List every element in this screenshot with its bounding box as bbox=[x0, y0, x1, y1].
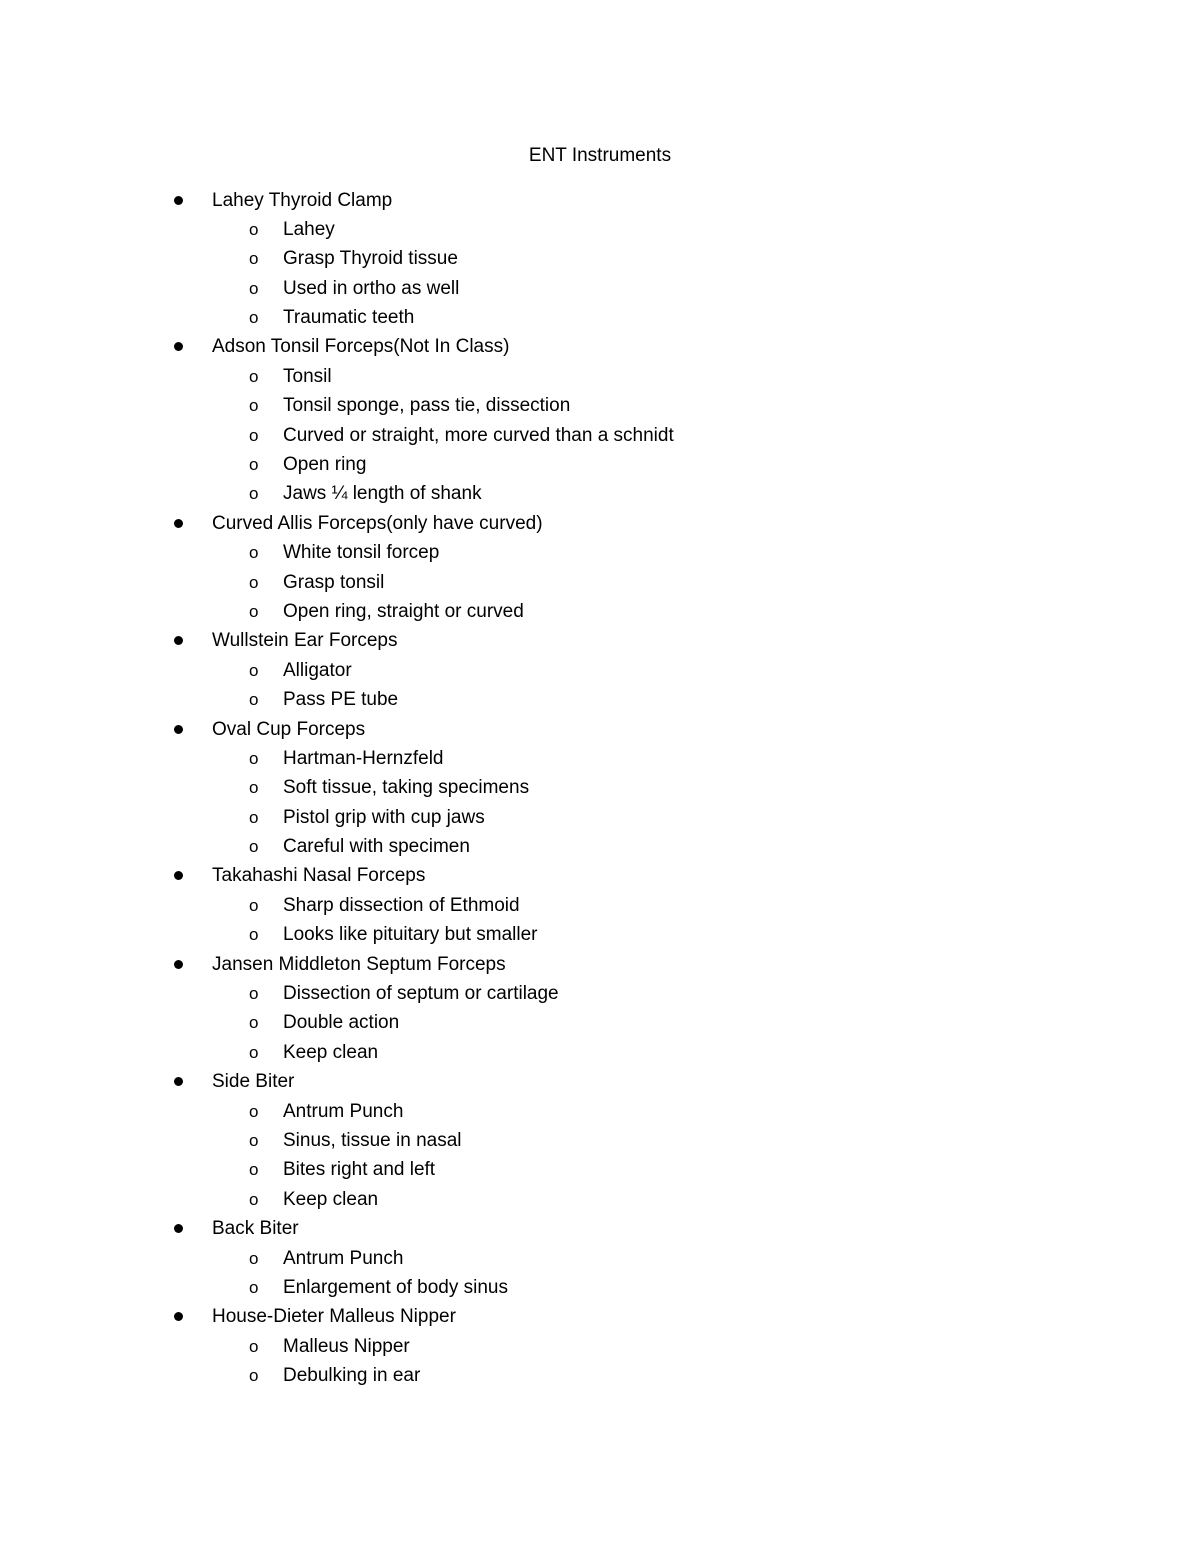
sub-bullet-icon: o bbox=[249, 660, 259, 680]
instrument-item bbox=[0, 861, 1200, 890]
sub-bullet-icon: o bbox=[249, 249, 259, 269]
instrument-item bbox=[0, 715, 1200, 744]
instrument-item bbox=[0, 1214, 1200, 1243]
instrument-detail bbox=[0, 1361, 1200, 1390]
document-title: ENT Instruments bbox=[528, 145, 672, 166]
instrument-detail bbox=[0, 685, 1200, 714]
sub-bullet-icon: o bbox=[249, 1189, 259, 1209]
detail-text: Debulking in ear bbox=[283, 1365, 421, 1387]
instrument-detail bbox=[0, 656, 1200, 685]
bullet-icon bbox=[174, 342, 183, 351]
instrument-list bbox=[0, 186, 1200, 1391]
detail-text: Curved or straight, more curved than a schnidt bbox=[283, 424, 674, 446]
instrument-name: Wullstein Ear Forceps bbox=[212, 630, 398, 652]
detail-text: Alligator bbox=[283, 659, 352, 681]
instrument-name: Back Biter bbox=[212, 1218, 299, 1240]
detail-text: Used in ortho as well bbox=[283, 277, 460, 299]
detail-text: Antrum Punch bbox=[283, 1100, 404, 1122]
instrument-item bbox=[0, 1302, 1200, 1331]
sub-bullet-icon: o bbox=[249, 1042, 259, 1062]
instrument-name: Curved Allis Forceps(only have curved) bbox=[212, 512, 543, 534]
sub-bullet-icon: o bbox=[249, 1131, 259, 1150]
detail-text: Open ring bbox=[283, 454, 367, 476]
instrument-detail bbox=[0, 1038, 1200, 1067]
sub-bullet-icon: o bbox=[249, 484, 259, 504]
sub-bullet-icon: o bbox=[249, 837, 259, 857]
instrument-detail bbox=[0, 391, 1200, 420]
sub-bullet-icon: o bbox=[249, 1336, 259, 1356]
detail-text: Tonsil sponge, pass tie, dissection bbox=[283, 395, 571, 417]
instrument-detail bbox=[0, 1244, 1200, 1273]
instrument-item bbox=[0, 186, 1200, 215]
detail-text: White tonsil forcep bbox=[283, 542, 440, 564]
detail-text: Looks like pituitary but smaller bbox=[283, 924, 538, 946]
instrument-detail bbox=[0, 303, 1200, 332]
detail-text: Soft tissue, taking specimens bbox=[283, 777, 530, 799]
instrument-name: House-Dieter Malleus Nipper bbox=[212, 1306, 456, 1328]
bullet-icon bbox=[174, 1077, 183, 1086]
sub-bullet-icon: o bbox=[249, 219, 259, 239]
instrument-name: Takahashi Nasal Forceps bbox=[212, 865, 426, 887]
sub-bullet-icon: o bbox=[249, 572, 259, 592]
sub-bullet-icon: o bbox=[249, 1277, 259, 1297]
instrument-detail bbox=[0, 362, 1200, 391]
bullet-icon bbox=[174, 871, 183, 880]
sub-bullet-icon: o bbox=[249, 308, 259, 328]
sub-bullet-icon: o bbox=[249, 925, 259, 945]
instrument-name: Adson Tonsil Forceps(Not In Class) bbox=[212, 336, 510, 358]
sub-bullet-icon: o bbox=[249, 543, 259, 563]
sub-bullet-icon: o bbox=[249, 690, 259, 710]
instrument-detail bbox=[0, 1273, 1200, 1302]
instrument-detail bbox=[0, 1332, 1200, 1361]
detail-text: Pistol grip with cup jaws bbox=[283, 806, 485, 828]
sub-bullet-icon: o bbox=[249, 1013, 259, 1033]
instrument-detail bbox=[0, 1155, 1200, 1184]
detail-text: Jaws ¼ length of shank bbox=[283, 483, 482, 505]
detail-text: Enlargement of body sinus bbox=[283, 1276, 508, 1298]
sub-bullet-icon: o bbox=[249, 455, 259, 475]
detail-text: Keep clean bbox=[283, 1041, 379, 1063]
sub-bullet-icon: o bbox=[249, 984, 259, 1004]
instrument-detail bbox=[0, 274, 1200, 303]
detail-text: Malleus Nipper bbox=[283, 1335, 410, 1357]
instrument-detail bbox=[0, 891, 1200, 920]
instrument-name: Oval Cup Forceps bbox=[212, 718, 366, 740]
instrument-detail bbox=[0, 1126, 1200, 1155]
sub-bullet-icon: o bbox=[249, 1101, 259, 1121]
instrument-name: Side Biter bbox=[212, 1071, 295, 1093]
detail-text: Double action bbox=[283, 1012, 400, 1034]
instrument-detail bbox=[0, 773, 1200, 802]
detail-text: Bites right and left bbox=[283, 1159, 436, 1181]
detail-text: Lahey bbox=[283, 218, 335, 240]
bullet-icon bbox=[174, 725, 183, 734]
instrument-detail bbox=[0, 1097, 1200, 1126]
detail-text: Careful with specimen bbox=[283, 836, 470, 858]
instrument-item bbox=[0, 1067, 1200, 1096]
instrument-detail bbox=[0, 421, 1200, 450]
instrument-detail bbox=[0, 832, 1200, 861]
instrument-detail bbox=[0, 744, 1200, 773]
detail-text: Hartman-Hernzfeld bbox=[283, 747, 444, 769]
bullet-icon bbox=[174, 1224, 183, 1233]
sub-bullet-icon: o bbox=[249, 1160, 259, 1180]
instrument-item bbox=[0, 509, 1200, 538]
sub-bullet-icon: o bbox=[249, 366, 259, 386]
bullet-icon bbox=[174, 519, 183, 528]
instrument-detail bbox=[0, 215, 1200, 244]
detail-text: Grasp Thyroid tissue bbox=[283, 248, 458, 270]
instrument-detail bbox=[0, 1185, 1200, 1214]
instrument-item bbox=[0, 626, 1200, 655]
detail-text: Traumatic teeth bbox=[283, 307, 415, 329]
instrument-item bbox=[0, 332, 1200, 361]
instrument-detail bbox=[0, 803, 1200, 832]
instrument-detail bbox=[0, 244, 1200, 273]
detail-text: Sinus, tissue in nasal bbox=[283, 1130, 462, 1151]
instrument-detail bbox=[0, 979, 1200, 1008]
sub-bullet-icon: o bbox=[249, 1366, 259, 1386]
sub-bullet-icon: o bbox=[249, 601, 259, 621]
instrument-detail bbox=[0, 450, 1200, 479]
bullet-icon bbox=[174, 960, 183, 969]
detail-text: Grasp tonsil bbox=[283, 571, 385, 593]
sub-bullet-icon: o bbox=[249, 895, 259, 915]
instrument-detail bbox=[0, 1008, 1200, 1037]
detail-text: Antrum Punch bbox=[283, 1247, 404, 1269]
instrument-detail bbox=[0, 538, 1200, 567]
sub-bullet-icon: o bbox=[249, 278, 259, 298]
sub-bullet-icon: o bbox=[249, 425, 259, 445]
detail-text: Dissection of septum or cartilage bbox=[283, 983, 559, 1005]
detail-text: Open ring, straight or curved bbox=[283, 600, 524, 622]
detail-text: Keep clean bbox=[283, 1188, 379, 1210]
instrument-detail bbox=[0, 920, 1200, 949]
instrument-name: Lahey Thyroid Clamp bbox=[212, 189, 393, 211]
instrument-detail bbox=[0, 479, 1200, 508]
sub-bullet-icon: o bbox=[249, 778, 259, 798]
bullet-icon bbox=[174, 636, 183, 645]
sub-bullet-icon: o bbox=[249, 396, 259, 416]
detail-text: Pass PE tube bbox=[283, 689, 399, 711]
instrument-name: Jansen Middleton Septum Forceps bbox=[212, 953, 506, 975]
sub-bullet-icon: o bbox=[249, 807, 259, 827]
instrument-detail bbox=[0, 568, 1200, 597]
instrument-detail bbox=[0, 597, 1200, 626]
bullet-icon bbox=[174, 196, 183, 205]
sub-bullet-icon: o bbox=[249, 748, 259, 768]
instrument-item bbox=[0, 950, 1200, 979]
sub-bullet-icon: o bbox=[249, 1248, 259, 1268]
bullet-icon bbox=[174, 1312, 183, 1321]
detail-text: Tonsil bbox=[283, 365, 332, 387]
detail-text: Sharp dissection of Ethmoid bbox=[283, 894, 520, 916]
